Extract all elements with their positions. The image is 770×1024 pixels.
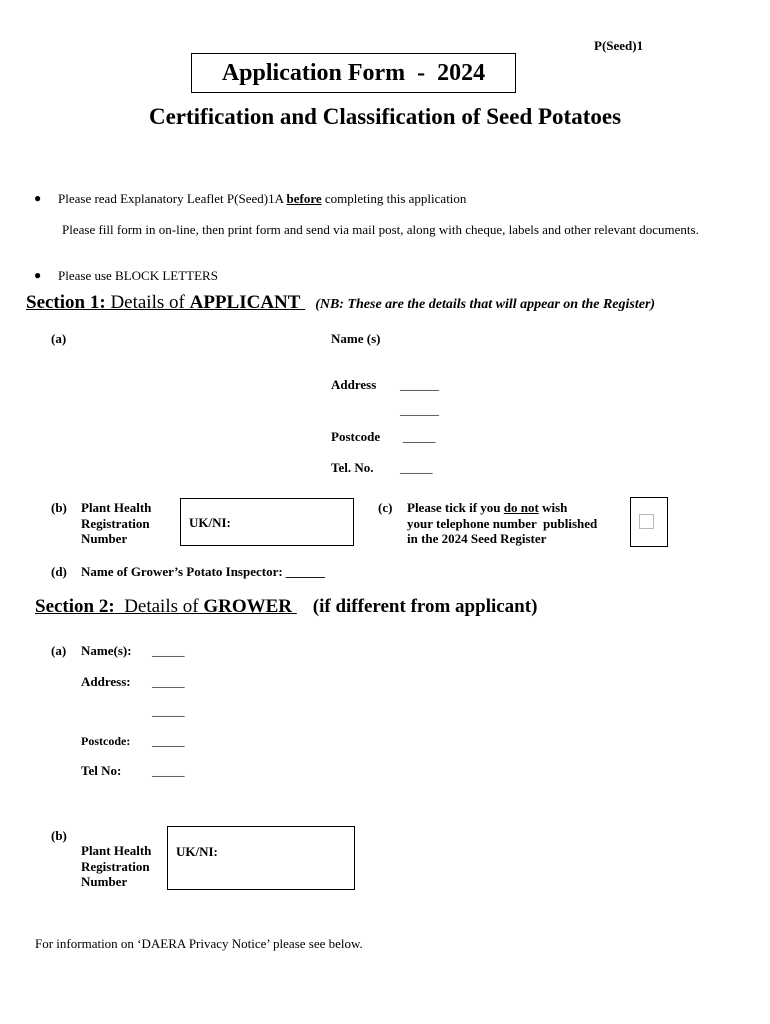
section-2-heading-bold: GROWER xyxy=(203,596,293,617)
s2-phr-prefix: UK/NI: xyxy=(176,844,218,859)
section-1-note: (NB: These are the details that will appear on the Register) xyxy=(315,297,656,312)
instruction-line-1 xyxy=(58,191,466,207)
privacy-notice-text: For information on ‘DAERA Privacy Notice’ please see below. xyxy=(35,936,363,951)
section-1-heading xyxy=(26,292,655,314)
s2-address-field-1[interactable]: _____ xyxy=(152,674,185,689)
section-1-heading-pre: Details of xyxy=(105,292,190,313)
s2-phr-label-line-2: Registration xyxy=(81,858,150,874)
s1-tel-label: Tel. No. xyxy=(331,460,374,475)
s2-names-label: Name(s): xyxy=(81,643,132,658)
section-2-heading-pre: Details of xyxy=(114,596,204,617)
s1-tick-checkbox[interactable] xyxy=(639,514,654,529)
s1-tick-text xyxy=(407,500,597,547)
s1-phr-prefix: UK/NI: xyxy=(189,515,231,530)
s1-tel-field[interactable]: _____ xyxy=(400,460,433,475)
section-1-heading-underlined xyxy=(26,292,305,313)
instruction-1-post: completing this application xyxy=(321,191,467,206)
s2-address-label: Address: xyxy=(81,674,131,689)
s2-b-label: (b) xyxy=(51,828,67,843)
s1-tick-line-3: in the 2024 Seed Register xyxy=(407,531,547,546)
s1-b-label: (b) xyxy=(51,500,67,515)
section-2-number: Section 2: xyxy=(35,596,115,617)
s1-phr-label-line-3: Number xyxy=(81,531,128,546)
s1-address-field-2[interactable]: ______ xyxy=(400,402,439,417)
s1-tick-pre: Please tick if you xyxy=(407,500,504,515)
form-title xyxy=(191,53,516,93)
s2-phr-label-line-1: Plant Health xyxy=(81,843,152,858)
s1-a-label: (a) xyxy=(51,331,67,346)
s2-tel-label: Tel No: xyxy=(81,763,122,778)
bullet-1: ● xyxy=(34,191,42,205)
s1-address-label: Address xyxy=(331,377,377,392)
s1-tick-post: wish xyxy=(538,500,568,515)
s1-tick-underlined: do not xyxy=(503,500,539,515)
s1-tick-box-frame xyxy=(630,497,668,547)
s1-inspector-field[interactable]: Name of Grower’s Potato Inspector: ______ xyxy=(81,564,325,579)
s1-c-label: (c) xyxy=(378,500,393,515)
s2-phr-label-line-3: Number xyxy=(81,874,128,889)
s1-name-label: Name (s) xyxy=(331,331,381,346)
s2-phr-label xyxy=(81,843,151,890)
section-2-heading xyxy=(35,596,537,618)
instruction-1-pre: Please read Explanatory Leaflet P(Seed)1A xyxy=(58,191,287,206)
s1-postcode-field[interactable]: _____ xyxy=(403,429,436,444)
section-1-number: Section 1: xyxy=(26,292,106,313)
form-reference: P(Seed)1 xyxy=(594,38,644,53)
instruction-line-3: Please use BLOCK LETTERS xyxy=(58,268,218,283)
s1-phr-label xyxy=(81,500,151,547)
form-title-text: Application Form - 2024 xyxy=(221,59,486,86)
s1-phr-input[interactable] xyxy=(180,498,354,546)
s2-address-field-2[interactable]: _____ xyxy=(152,703,185,718)
section-2-heading-underlined xyxy=(35,596,297,617)
s1-phr-label-line-2: Registration xyxy=(81,515,150,531)
bullet-2: ● xyxy=(34,268,42,282)
s1-phr-label-line-1: Plant Health xyxy=(81,500,152,515)
s2-postcode-field[interactable]: _____ xyxy=(152,733,185,748)
section-2-heading-paren: (if different from applicant) xyxy=(312,596,538,617)
s2-postcode-label: Postcode: xyxy=(81,734,131,748)
s1-tick-line-2: your telephone number published xyxy=(407,515,598,531)
section-1-heading-bold: APPLICANT xyxy=(189,292,301,313)
s2-phr-input[interactable] xyxy=(167,826,355,890)
form-subtitle: Certification and Classification of Seed Potatoes xyxy=(148,104,622,129)
s2-a-label: (a) xyxy=(51,643,67,658)
s1-d-label: (d) xyxy=(51,564,67,579)
s1-address-field-1[interactable]: ______ xyxy=(400,377,439,392)
s1-postcode-label: Postcode xyxy=(331,429,381,444)
s2-tel-field[interactable]: _____ xyxy=(152,763,185,778)
s1-tick-line-1 xyxy=(407,500,597,516)
instruction-line-2: Please fill form in on-line, then print form and send via mail post, along with cheque, labels and other relevant documents. xyxy=(62,222,699,237)
instruction-1-bold: before xyxy=(286,191,322,206)
s2-names-field[interactable]: _____ xyxy=(152,643,185,658)
